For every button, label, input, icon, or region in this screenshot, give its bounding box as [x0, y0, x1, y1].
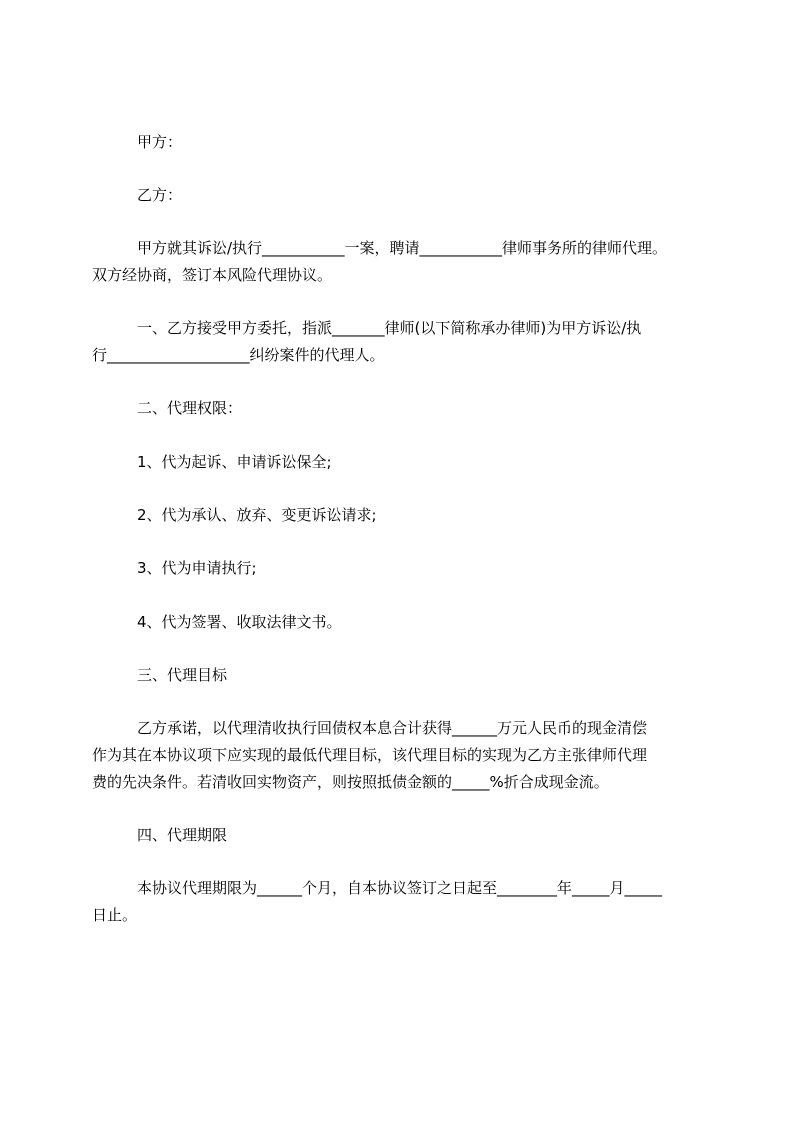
intro-paragraph-line-2: 双方经协商，签订本风险代理协议。: [92, 266, 333, 284]
intro-paragraph-line-1: 甲方就其诉讼/执行___________一案，聘请___________律师事务所的律师代理。: [137, 239, 668, 257]
section-3-line-3: 费的先决条件。若清收回实物资产，则按照抵债金额的_____%折合成现金流。: [92, 773, 609, 791]
section-4-title: 四、代理期限: [137, 826, 228, 844]
party-b-label: 乙方：: [137, 186, 183, 204]
section-2-title: 二、代理权限：: [137, 399, 243, 417]
section-3-line-1: 乙方承诺，以代理清收执行回债权本息合计获得______万元人民币的现金清偿: [137, 719, 648, 737]
section-4-line-1: 本协议代理期限为______个月，自本协议签订之日起至________年_____月_____: [137, 879, 663, 897]
authority-item-2: 2、代为承认、放弃、变更诉讼请求;: [137, 506, 377, 524]
section-3-line-2: 作为其在本协议项下应实现的最低代理目标，该代理目标的实现为乙方主张律师代理: [92, 746, 648, 764]
section-1-line-1: 一、乙方接受甲方委托，指派_______律师(以下简称承办律师)为甲方诉讼/执: [137, 319, 642, 337]
authority-item-1: 1、代为起诉、申请诉讼保全;: [137, 453, 332, 471]
authority-item-3: 3、代为申请执行;: [137, 559, 257, 577]
party-a-label: 甲方：: [137, 133, 183, 151]
section-3-title: 三、代理目标: [137, 666, 228, 684]
section-4-line-2: 日止。: [92, 906, 138, 924]
section-1-line-2: 行___________________纠纷案件的代理人。: [92, 346, 385, 364]
authority-item-4: 4、代为签署、收取法律文书。: [137, 613, 342, 631]
